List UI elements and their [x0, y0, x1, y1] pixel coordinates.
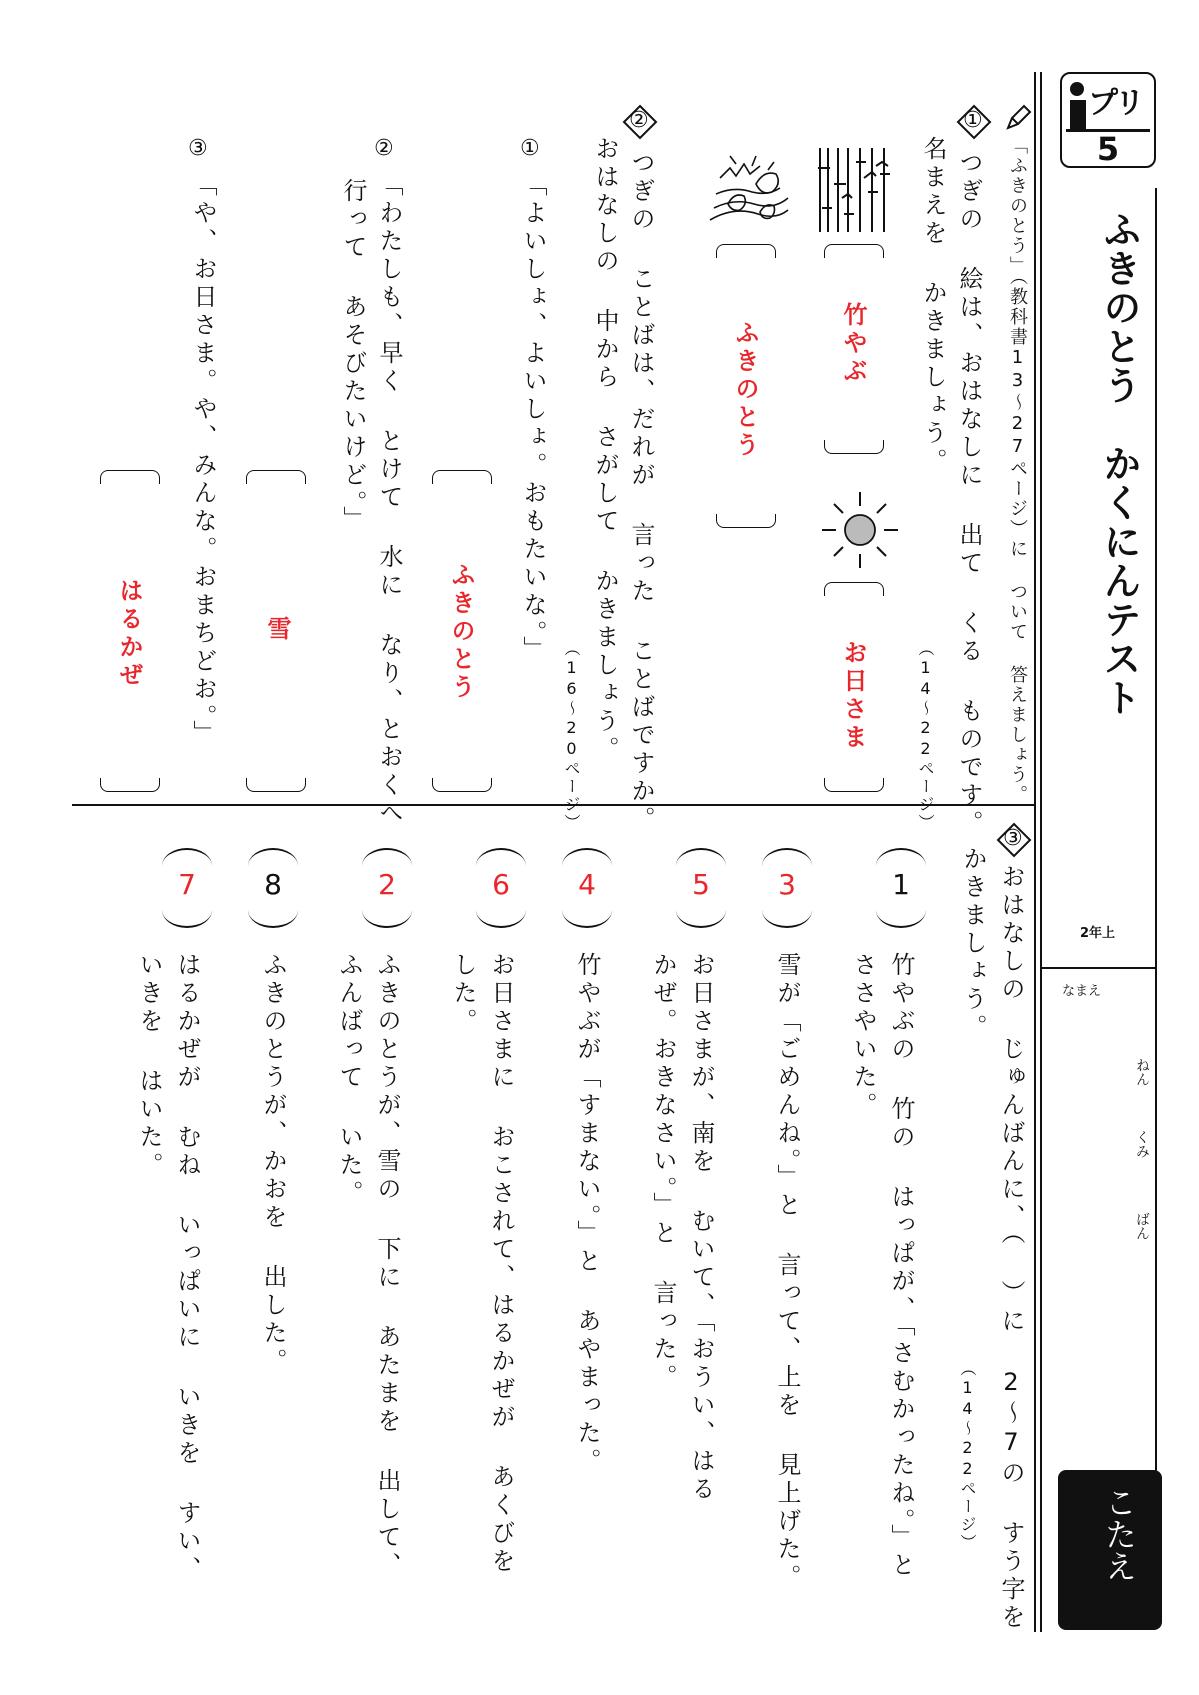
q3-item-text-1b: ささやいた。 [849, 952, 877, 1120]
q1-answer-2: お日さま [839, 640, 867, 752]
q3-paren-bottom-7 [248, 910, 298, 928]
page-title: ふきのとう かくにんテスト [1097, 210, 1141, 717]
q3-answer-6: 2 [378, 868, 396, 901]
q3-answer-5: 6 [492, 868, 510, 901]
q2-answer-bracket-top-3 [100, 470, 160, 484]
q3-answer-4: 4 [578, 868, 596, 901]
pencil-icon [1004, 104, 1032, 136]
q3-answer-3: 5 [692, 868, 710, 901]
header-divider [1034, 72, 1036, 1632]
logo-i-bar [1070, 100, 1086, 130]
q3-line1: おはなしの じゅんばんに、（ ）に 2〜7の すう字を [997, 864, 1025, 1632]
q3-paren-top-5 [476, 848, 526, 866]
logo [1060, 72, 1156, 168]
q2-answer-bracket-bottom-1 [432, 778, 492, 792]
intro-text: 「ふきのとう」（教科書13〜27ページ）に ついて 答えましょう。 [1007, 136, 1028, 805]
q3-item-text-2: 雪が「ごめんね。」と 言って、上を 見上げた。 [773, 952, 801, 1592]
q3-paren-top-7 [248, 848, 298, 866]
logo-text: プリ [1088, 86, 1143, 121]
q2-answer-bracket-top-1 [432, 470, 492, 484]
q2-line1: つぎの ことばは、だれが 言った ことばですか。 [627, 150, 655, 834]
q2-item-text-2b: 行って あそびたいけど。」 [339, 178, 367, 534]
q1-answer-1: 竹やぶ [839, 302, 867, 386]
q1-line2: 名まえを かきましょう。 [919, 136, 947, 476]
q2-number: ② [629, 108, 649, 133]
q1-answer-bracket-top-2 [824, 582, 884, 596]
answer-label: こたえ [1100, 1486, 1138, 1582]
q3-paren-bottom-2 [762, 910, 812, 928]
answer-badge [1058, 1470, 1162, 1630]
q3-number: ③ [1003, 826, 1023, 851]
name-label: なまえ [1062, 984, 1102, 999]
q3-paren-top-1 [876, 848, 926, 866]
title-rule [1155, 188, 1157, 1488]
class-unit-ban: ばん [1134, 1212, 1150, 1240]
q3-paren-top-8 [162, 848, 212, 866]
q3-answer-7: 8 [264, 868, 282, 901]
header-divider-2 [1040, 72, 1042, 1632]
bamboo-illustration [814, 148, 894, 236]
q3-item-text-3b: かぜ。おきなさい。」と 言った。 [649, 952, 677, 1392]
q3-paren-bottom-1 [876, 910, 926, 928]
q2-item-number-3: ③ [188, 136, 208, 161]
q3-answer-2: 3 [778, 868, 796, 901]
q3-item-text-3a: お日さまが、南を むいて、「おうい、はる [687, 952, 715, 1504]
q3-paren-top-2 [762, 848, 812, 866]
q1-answer-bracket-bottom-1 [824, 440, 884, 454]
q2-item-text-2a: 「わたしも、早く とけて 水に なり、とおくへ [375, 172, 403, 828]
q1-answer-bracket-top-3 [716, 244, 776, 258]
q2-item-number-2: ② [374, 136, 394, 161]
q1-pages: （14〜22ページ） [916, 640, 935, 832]
q1-answer-bracket-bottom-3 [716, 514, 776, 528]
q1-answer-bracket-bottom-2 [824, 778, 884, 792]
sun-illustration [818, 488, 902, 576]
q3-pages: （14〜22ページ） [958, 1360, 977, 1552]
q3-item-text-6a: ふきのとうが、雪の 下に あたまを 出して、 [373, 952, 401, 1580]
q3-item-text-8b: いきを はいた。 [135, 952, 163, 1180]
class-unit-nen: ねん [1134, 1058, 1150, 1086]
q3-item-text-8a: はるかぜが むね いっぱいに いきを すい、 [173, 952, 201, 1584]
q2-answer-1: ふきのとう [447, 562, 475, 702]
q3-item-text-5a: お日さまに おこされて、はるかぜが あくびを [487, 952, 515, 1576]
q2-answer-bracket-bottom-2 [246, 778, 306, 792]
q3-paren-top-3 [676, 848, 726, 866]
fukinotou-illustration [706, 148, 792, 236]
class-unit-kumi: くみ [1134, 1130, 1150, 1158]
logo-i-dot [1070, 82, 1084, 96]
q3-paren-bottom-3 [676, 910, 726, 928]
q3-paren-top-4 [562, 848, 612, 866]
section-divider [72, 804, 1034, 806]
q3-answer-8: 7 [178, 868, 196, 901]
q1-answer-3: ふきのとう [731, 320, 759, 460]
q1-line1: つぎの 絵は、おはなしに 出て くる ものです。 [955, 150, 983, 838]
q2-pages: （16〜20ページ） [562, 640, 581, 832]
q3-item-text-5b: した。 [449, 952, 477, 1036]
q3-paren-bottom-8 [162, 910, 212, 928]
q2-answer-bracket-top-2 [246, 470, 306, 484]
q2-answer-3: はるかぜ [115, 578, 143, 690]
q3-line2: かきましょう。 [959, 846, 987, 1042]
q1-answer-bracket-top-1 [824, 244, 884, 258]
q3-item-text-7: ふきのとうが、かおを 出した。 [259, 952, 287, 1376]
q3-paren-bottom-6 [362, 910, 412, 928]
grade-label: 2年上 [1080, 926, 1116, 941]
q3-paren-bottom-5 [476, 910, 526, 928]
logo-number: 5 [1096, 130, 1120, 168]
q3-item-text-6b: ふんばって いた。 [335, 952, 363, 1208]
q2-answer-bracket-bottom-3 [100, 778, 160, 792]
q2-line2: おはなしの 中から さがして かきましょう。 [591, 136, 619, 764]
q2-item-number-1: ① [520, 136, 540, 161]
q3-item-text-1a: 竹やぶの 竹の はっぱが、「さむかったね。」と [887, 952, 915, 1580]
q3-answer-1: 1 [892, 868, 910, 901]
q3-paren-top-6 [362, 848, 412, 866]
name-rule [1042, 967, 1155, 969]
q2-answer-2: 雪 [263, 616, 291, 644]
q3-paren-bottom-4 [562, 910, 612, 928]
q1-number: ① [963, 108, 983, 133]
q3-item-text-4: 竹やぶが「すまない。」と あやまった。 [573, 952, 601, 1476]
q2-item-text-1: 「よいしょ、よいしょ。おもたいな。」 [519, 172, 547, 664]
q2-item-text-3: 「や、お日さま。や、みんな。おまちどお。」 [189, 172, 217, 748]
